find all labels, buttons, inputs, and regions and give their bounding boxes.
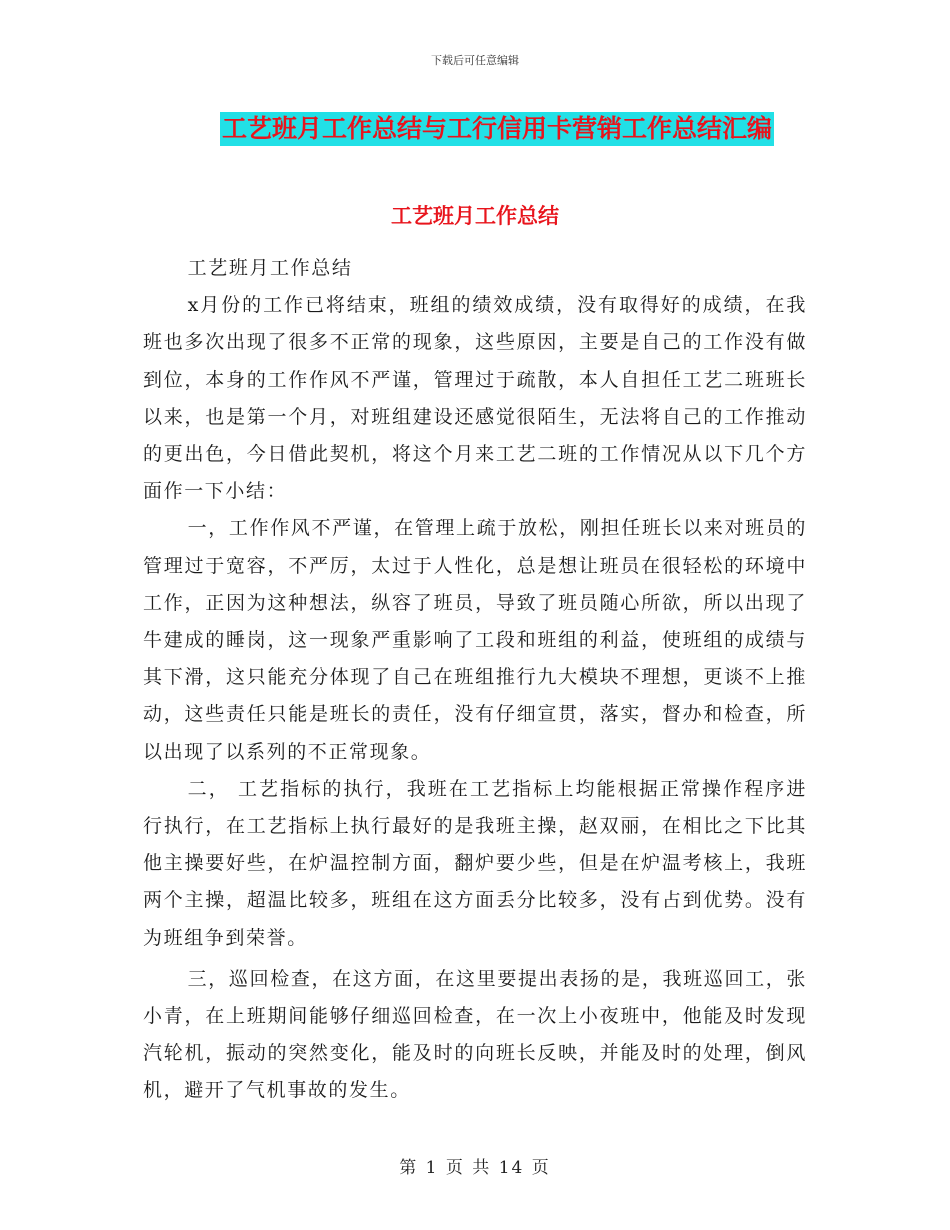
page-header-note: 下载后可任意编辑: [431, 54, 519, 67]
paragraph-point-two: 二， 工艺指标的执行，我班在工艺指标上均能根据正常操作程序进行执行，在工艺指标上执行最好的是我班主操，赵双丽，在相比之下比其他主操要好些，在炉温控制方面，翻炉要少些，但是在炉温考核上，我班两个主操，超温比较多，班组在这方面丢分比较多，没有占到优势。没有为班组争到荣誉。: [143, 777, 807, 949]
paragraph-point-one: 一，工作作风不严谨，在管理上疏于放松，刚担任班长以来对班员的管理过于宽容，不严厉，太过于人性化，总是想让班员在很轻松的环境中工作，正因为这种想法，纵容了班员，导致了班员随心所欲，所以出现了牛建成的睡岗，这一现象严重影响了工段和班组的利益，使班组的成绩与其下滑，这只能充分体现了自己在班组推行九大模块不理想，更谈不上推动，这些责任只能是班长的责任，没有仔细宣贯，落实，督办和检查，所以出现了以系列的不正常现象。: [143, 517, 807, 763]
section-title: 工艺班月工作总结: [391, 204, 559, 228]
paragraph-point-three: 三，巡回检查，在这方面，在这里要提出表扬的是，我班巡回工，张小青，在上班期间能够仔细巡回检查，在一次上小夜班中，他能及时发现汽轮机，振动的突然变化，能及时的向班长反映，并能及时的处理，倒风机，避开了气机事故的发生。: [143, 967, 807, 1102]
document-body: [143, 250, 807, 1110]
paragraph-subtitle: 工艺班月工作总结: [187, 257, 353, 279]
page-number-footer: 第 1 页 共 14 页: [399, 1158, 551, 1178]
document-title: [0, 112, 950, 146]
document-title-text: 工艺班月工作总结与工行信用卡营销工作总结汇编: [220, 112, 774, 146]
paragraph-intro: x月份的工作已将结束，班组的绩效成绩，没有取得好的成绩，在我班也多次出现了很多不正常的现象，这些原因，主要是自己的工作没有做到位，本身的工作作风不严谨，管理过于疏散，本人自担任工艺二班班长以来，也是第一个月，对班组建设还感觉很陌生，无法将自己的工作推动的更出色，今日借此契机，将这个月来工艺二班的工作情况从以下几个方面作一下小结：: [143, 294, 807, 503]
